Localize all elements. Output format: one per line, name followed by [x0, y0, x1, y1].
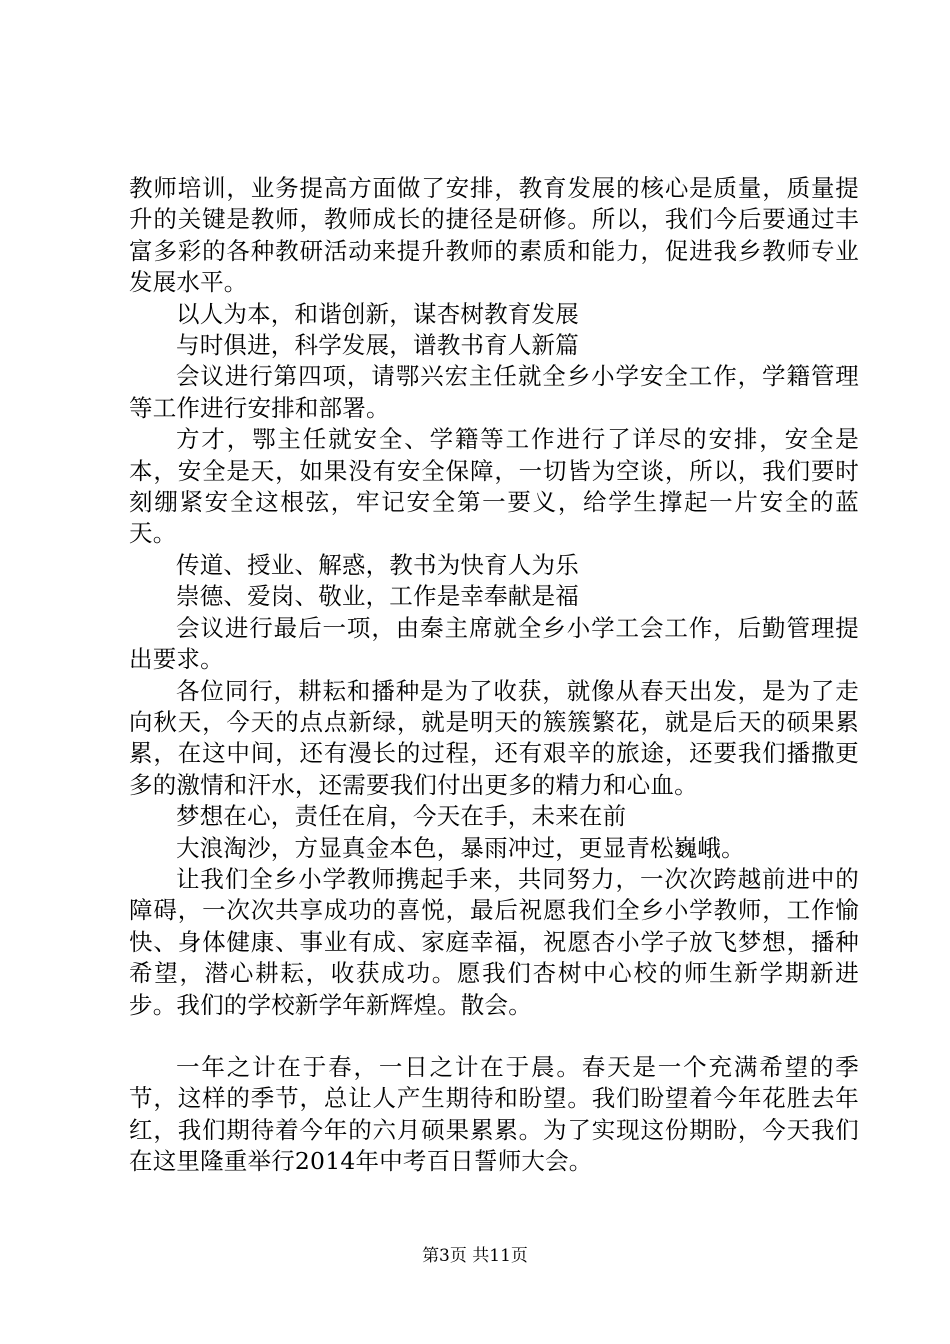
- paragraph: 方才，鄂主任就安全、学籍等工作进行了详尽的安排，安全是本，安全是天，如果没有安全保障，一切皆为空谈，所以，我们要时刻绷紧安全这根弦，牢记安全第一要义，给学生撑起一片安全的蓝天。: [129, 425, 859, 548]
- couplet-line: 梦想在心，责任在肩，今天在手，未来在前: [176, 802, 627, 831]
- couplet-line: 以人为本，和谐创新，谋杏树教育发展: [176, 299, 579, 328]
- couplet-line: 与时俱进，科学发展，谱教书育人新篇: [176, 331, 579, 360]
- paragraph-continued: 教师培训，业务提高方面做了安排，教育发展的核心是质量，质量提升的关键是教师，教师成长的捷径是研修。所以，我们今后要通过丰富多彩的各种教研活动来提升教师的素质和能力，促进我乡教师专业发展水平。: [129, 174, 859, 297]
- paragraph: 各位同行，耕耘和播种是为了收获，就像从春天出发，是为了走向秋天，今天的点点新绿，就是明天的簇簇繁花，就是后天的硕果累累，在这中间，还有漫长的过程，还有艰辛的旅途，还要我们播撒更多的激情和汗水，还需要我们付出更多的精力和心血。: [129, 676, 859, 799]
- paragraph: 会议进行最后一项，由秦主席就全乡小学工会工作，后勤管理提出要求。: [129, 613, 859, 674]
- document-body: [129, 173, 859, 1178]
- couplet-line: 大浪淘沙，方显真金本色，暴雨冲过，更显青松巍峨。: [176, 833, 745, 862]
- paragraph: 会议进行第四项，请鄂兴宏主任就全乡小学安全工作，学籍管理等工作进行安排和部署。: [129, 362, 859, 422]
- paragraph: 让我们全乡小学教师携起手来，共同努力，一次次跨越前进中的障碍，一次次共享成功的喜悦，最后祝愿我们全乡小学教师，工作愉快、身体健康、事业有成、家庭幸福，祝愿杏小学子放飞梦想，播种希望，潜心耕耘，收获成功。愿我们杏树中心校的师生新学期新进步。我们的学校新学年新辉煌。散会。: [129, 864, 859, 1019]
- paragraph: 一年之计在于春，一日之计在于晨。春天是一个充满希望的季节，这样的季节，总让人产生期待和盼望。我们盼望着今年花胜去年红，我们期待着今年的六月硕果累累。为了实现这份期盼，今天我们在这里隆重举行2014年中考百日誓师大会。: [129, 1052, 859, 1176]
- couplet-line: 崇德、爱岗、敬业，工作是幸奉献是福: [176, 582, 579, 611]
- couplet-line: 传道、授业、解惑，教书为快育人为乐: [176, 550, 579, 579]
- paragraph-gap: [129, 1021, 859, 1052]
- page-number-footer: 第3页 共11页: [422, 1246, 528, 1266]
